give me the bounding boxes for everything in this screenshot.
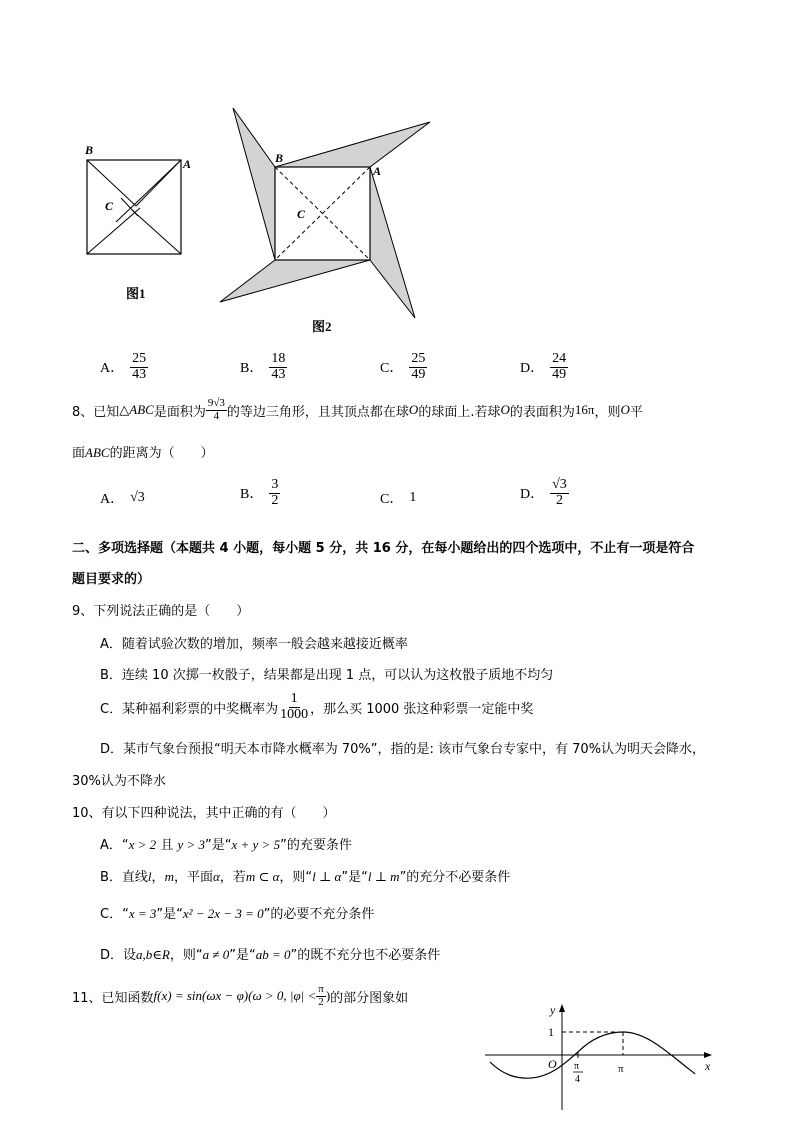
- q7-choice-a-fraction: [130, 352, 148, 382]
- q8-text-4: 的球面上.若球: [418, 404, 501, 420]
- graph-one-label: 1: [548, 1025, 554, 1039]
- q9-option-c-pre: C．某种福利彩票的中奖概率为: [100, 701, 279, 717]
- q7-choice-c-fraction: [409, 352, 427, 382]
- q11-cond-num: π: [318, 983, 324, 995]
- q8-area-fraction: [206, 398, 227, 422]
- q7-choice-b-fraction: [269, 352, 287, 382]
- q8-choice-d-den: 2: [555, 492, 563, 508]
- q9-option-c-den: 1000: [280, 706, 309, 722]
- q7-choice-c[interactable]: [380, 352, 427, 382]
- q11-function: f(x) = sin(ωx − φ): [153, 988, 249, 1004]
- q9-option-c-post: ，那么买 1000 张这种彩票一定能中奖: [310, 701, 534, 717]
- q10-b-cond-1: l ⊥ α: [312, 869, 342, 884]
- q10-a-pre: A．“: [100, 838, 129, 853]
- q9-option-d-line2: 30%认为不降水: [72, 774, 166, 789]
- q7-choice-d-fraction: [550, 352, 568, 382]
- figure-2: [215, 100, 435, 340]
- fig2-blade-right: [370, 167, 415, 318]
- fig1-line-5: [132, 210, 181, 254]
- fig1-line-3: [116, 160, 181, 222]
- graph-pi4-num: π: [574, 1061, 580, 1072]
- fig2-label-c: C: [297, 207, 306, 221]
- q8-choice-d-fraction: [550, 478, 569, 508]
- q8-choice-a-letter: A．: [100, 492, 125, 507]
- q8-text-6: ，则: [594, 404, 621, 420]
- q8-choice-d-num: √3: [552, 477, 567, 492]
- q7-choice-d-num: 24: [552, 351, 567, 366]
- q10-d-mid-0: ，则“: [169, 948, 203, 963]
- q10-b-post: ”的充分不必要条件: [399, 870, 511, 885]
- q8-choice-a[interactable]: [100, 488, 145, 508]
- q10-option-c[interactable]: [100, 903, 374, 922]
- fig2-label-b: B: [275, 151, 284, 165]
- q9-stem: 9、下列说法正确的是（ ）: [72, 604, 250, 619]
- q8-line2-b: 的距离为（ ）: [109, 446, 214, 461]
- q11-post: 的部分图象如: [330, 990, 409, 1006]
- q11-pre: 11、已知函数: [72, 990, 154, 1006]
- q8-text-2: 是面积为: [153, 404, 206, 420]
- q7-choice-b[interactable]: [240, 352, 287, 382]
- fig1-line-4: [87, 208, 140, 254]
- q10-d-math-1: a ≠ 0: [202, 947, 230, 962]
- q10-b-cond-2: l ⊥ m: [367, 869, 400, 884]
- q10-a-math-3: x + y > 5: [231, 837, 281, 852]
- q11-stem: [72, 984, 408, 1008]
- q8-plane-abc: ABC: [85, 445, 110, 460]
- q7-choice-a[interactable]: [100, 352, 148, 382]
- q8-stem-line2: [72, 442, 214, 461]
- q10-b-cond: m ⊂ α: [245, 869, 280, 884]
- fig2-blade-bottom: [220, 260, 370, 302]
- q10-option-b[interactable]: [100, 866, 510, 885]
- q9-option-c-fraction: [278, 692, 310, 722]
- q8-sphere-o-2: O: [500, 402, 510, 418]
- q10-d-math-2: ab = 0: [255, 947, 291, 962]
- graph-y-label: y: [550, 1003, 556, 1017]
- q8-text-3: 的等边三角形，且其顶点都在球: [226, 404, 409, 420]
- q8-choice-c[interactable]: [380, 488, 416, 508]
- q8-choice-c-letter: C．: [380, 492, 404, 507]
- q10-d-math-0: a,b∈R: [136, 947, 170, 962]
- q10-option-a[interactable]: [100, 834, 352, 853]
- q8-text-7: 平: [629, 404, 643, 420]
- q7-choice-d[interactable]: [520, 352, 568, 382]
- fig1-caption: 图1: [126, 286, 146, 301]
- fig1-label-c: C: [105, 199, 114, 213]
- q8-area-den: 4: [213, 409, 220, 422]
- q10-a-math-1: x > 2: [128, 837, 157, 852]
- q8-choice-d[interactable]: [520, 478, 569, 508]
- fig2-label-a: A: [373, 164, 382, 178]
- q10-c-pre: C．“: [100, 907, 129, 922]
- q9-option-d-line1[interactable]: D．某市气象台预报“明天本市降水概率为 70%”，指的是: 该市气象台专家中，有 70%认为明天会降水，: [100, 742, 706, 757]
- q10-option-d[interactable]: [100, 944, 440, 963]
- q7-choice-c-den: 49: [411, 366, 426, 382]
- q8-choice-a-value: √3: [130, 490, 145, 505]
- q7-choice-b-num: 18: [271, 351, 286, 366]
- q11-cond-den: 2: [318, 995, 324, 1008]
- q8-choice-b-letter: B．: [240, 487, 264, 503]
- q8-choice-b-num: 3: [271, 477, 279, 492]
- q10-stem: 10、有以下四种说法，其中正确的有（ ）: [72, 806, 336, 821]
- q8-sphere-o-3: O: [620, 402, 630, 418]
- q8-choice-b-den: 2: [271, 492, 279, 508]
- q10-a-math-2: y > 3: [177, 837, 205, 852]
- q10-b-pre: B．直线: [100, 870, 148, 885]
- graph-origin-label: O: [548, 1057, 557, 1071]
- q9-option-a[interactable]: A．随着试验次数的增加，频率一般会越来越接近概率: [100, 637, 408, 652]
- q7-choice-a-den: 43: [132, 366, 147, 382]
- section-2-heading-line1: 二、多项选择题（本题共 4 小题，每小题 5 分，共 16 分，在每小题给出的四个选项中，不止有一项是符合: [72, 541, 695, 556]
- section-2-heading-line2: 题目要求的）: [72, 572, 151, 587]
- q8-choice-c-value: 1: [409, 490, 417, 505]
- q10-b-line-m: m: [164, 869, 174, 884]
- q7-choice-a-num: 25: [132, 351, 147, 366]
- q10-a-mid-1: 且: [156, 838, 178, 853]
- q10-d-mid: ”是“: [229, 948, 256, 963]
- fig1-label-a: A: [183, 157, 192, 171]
- q9-option-c[interactable]: [100, 692, 533, 722]
- q10-b-then: ，则“: [279, 870, 313, 885]
- q10-b-line-l: l: [147, 869, 152, 884]
- q10-c-math-1: x = 3: [128, 906, 157, 921]
- q8-text-1: 8、已知: [72, 404, 120, 420]
- q10-b-mid: ，平面: [173, 870, 213, 885]
- q10-b-is: ”是“: [341, 870, 368, 885]
- graph-x-axis-arrow: [704, 1052, 712, 1058]
- graph-pi-label: π: [618, 1063, 624, 1075]
- q10-c-math-2: x² − 2x − 3 = 0: [182, 906, 264, 921]
- q7-choice-c-num: 25: [411, 351, 426, 366]
- fig1-line-6: [121, 198, 138, 216]
- q8-choice-b-fraction: [269, 478, 280, 508]
- figure-1: [80, 140, 200, 310]
- q10-b-sep: ，: [151, 870, 165, 885]
- fig2-blade-left: [233, 108, 275, 260]
- q8-triangle: △ABC: [119, 402, 154, 418]
- q7-choice-c-letter: C．: [380, 361, 404, 377]
- q8-text-5: 的表面积为: [509, 404, 575, 420]
- q9-option-c-num: 1: [290, 691, 298, 706]
- q7-choice-b-den: 43: [271, 366, 286, 382]
- q10-a-post: ”的充要条件: [280, 838, 352, 853]
- q8-area-num: 9√3: [207, 397, 225, 409]
- graph-x-label: x: [705, 1059, 711, 1073]
- q10-b-plane-alpha: α: [212, 869, 220, 884]
- q11-cond-post: ): [325, 988, 331, 1004]
- q9-option-b[interactable]: B．连续 10 次掷一枚骰子，结果都是出现 1 点，可以认为这枚骰子质地不均匀: [100, 668, 554, 683]
- q8-stem-line1: [72, 398, 643, 422]
- sine-graph: [480, 1000, 720, 1120]
- q8-sphere-o-1: O: [408, 402, 419, 418]
- q7-choice-b-letter: B．: [240, 361, 264, 377]
- fig1-label-b: B: [85, 143, 94, 157]
- q10-d-pre: D．设: [100, 948, 137, 963]
- q11-cond-fraction: [316, 984, 326, 1008]
- fig2-caption: 图2: [312, 319, 332, 334]
- q10-b-if: ，若: [219, 870, 246, 885]
- q7-choice-d-den: 49: [552, 366, 567, 382]
- q10-c-mid: ”是“: [156, 907, 183, 922]
- q8-surface-area: 16π: [574, 402, 595, 418]
- q8-choice-d-letter: D．: [520, 487, 545, 503]
- fig2-blade-top: [275, 122, 430, 167]
- graph-pi4-den: 4: [575, 1074, 580, 1085]
- q10-a-mid-2: ”是“: [205, 838, 232, 853]
- q8-line2-a: 面: [72, 446, 86, 461]
- q10-d-post: ”的既不充分也不必要条件: [290, 948, 441, 963]
- q11-cond-pre: (ω > 0, |φ| <: [248, 988, 317, 1004]
- graph-y-axis-arrow: [559, 1004, 565, 1012]
- q10-c-post: ”的必要不充分条件: [263, 907, 375, 922]
- q8-choice-b[interactable]: [240, 478, 280, 508]
- q7-choice-a-letter: A．: [100, 361, 125, 377]
- q7-choice-d-letter: D．: [520, 361, 545, 377]
